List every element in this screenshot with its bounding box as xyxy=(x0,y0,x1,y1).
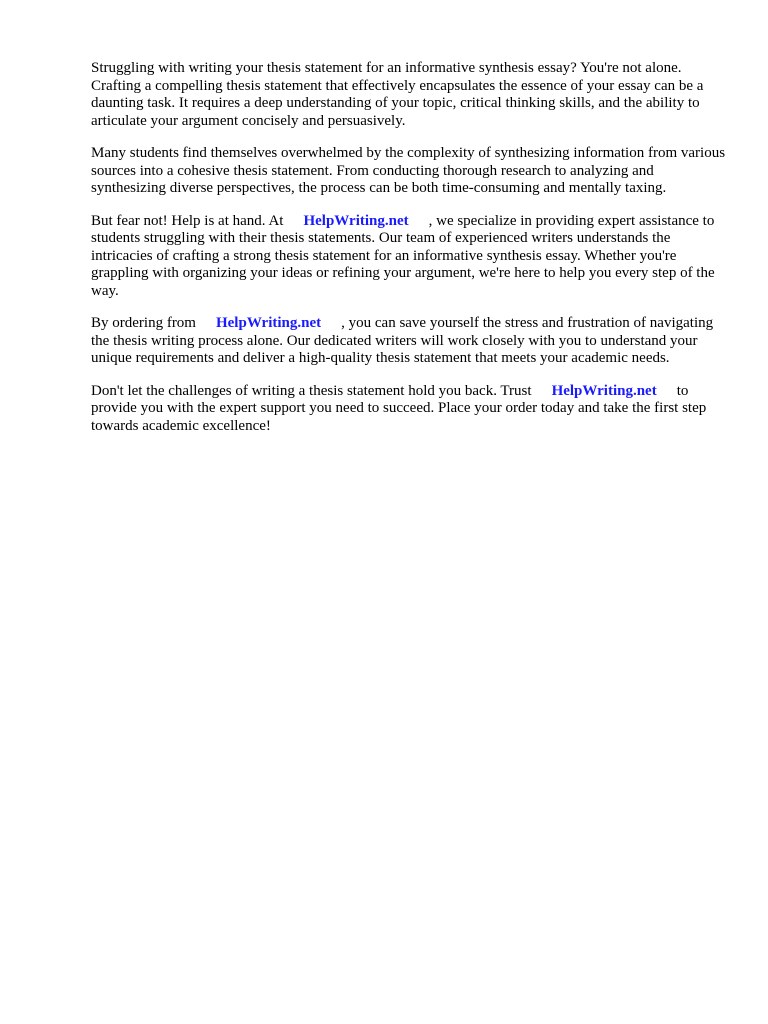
paragraph-text: Struggling with writing your thesis statement for an informative synthesis essay? You're not alone. Crafting a compelling thesis statement that effectively encapsulates the essence of your essay can be a daunting task. It requires a deep understanding of your topic, critical thinking skills, and the ability to articulate your argument concisely and persuasively. xyxy=(91,60,704,129)
paragraph-overwhelmed xyxy=(91,145,731,198)
paragraph-text-before-link: By ordering from xyxy=(91,315,196,331)
helpwriting-link[interactable]: HelpWriting.net xyxy=(551,382,657,399)
paragraph-text: Many students find themselves overwhelmed by the complexity of synthesizing information from various sources into a cohesive thesis statement. From conducting thorough research to analyzing and synthesizing diverse perspectives, the process can be both time-consuming and mentally taxing. xyxy=(91,145,726,196)
paragraph-text-before-link: Don't let the challenges of writing a thesis statement hold you back. Trust xyxy=(91,382,532,399)
helpwriting-link[interactable]: HelpWriting.net xyxy=(215,315,322,331)
paragraph-text-before-link: But fear not! Help is at hand. At xyxy=(91,212,284,229)
paragraph-call-to-action xyxy=(91,383,731,436)
paragraph-ordering xyxy=(91,315,731,368)
paragraph-text-after-link: to provide you with the expert support you need to succeed. Place your order today and take the first step towards academic excellence! xyxy=(91,382,707,434)
paragraph-text-after-link: , we specialize in providing expert assistance to students struggling with their thesis statements. Our team of experienced writers understands the intricacies of crafting a strong thesis statement for an informative synthesis essay. Whether you're grappling with organizing your ideas or refining your argument, we're here to help you every step of the way. xyxy=(91,212,715,299)
paragraph-intro xyxy=(91,60,731,130)
paragraph-help-at-hand xyxy=(91,213,731,301)
helpwriting-link[interactable]: HelpWriting.net xyxy=(303,212,409,229)
paragraph-text-after-link: , you can save yourself the stress and frustration of navigating the thesis writing process alone. Our dedicated writers will work closely with you to understand your unique requirements and deliver a high-quality thesis statement that meets your academic needs. xyxy=(91,315,714,366)
document-body xyxy=(91,60,731,450)
